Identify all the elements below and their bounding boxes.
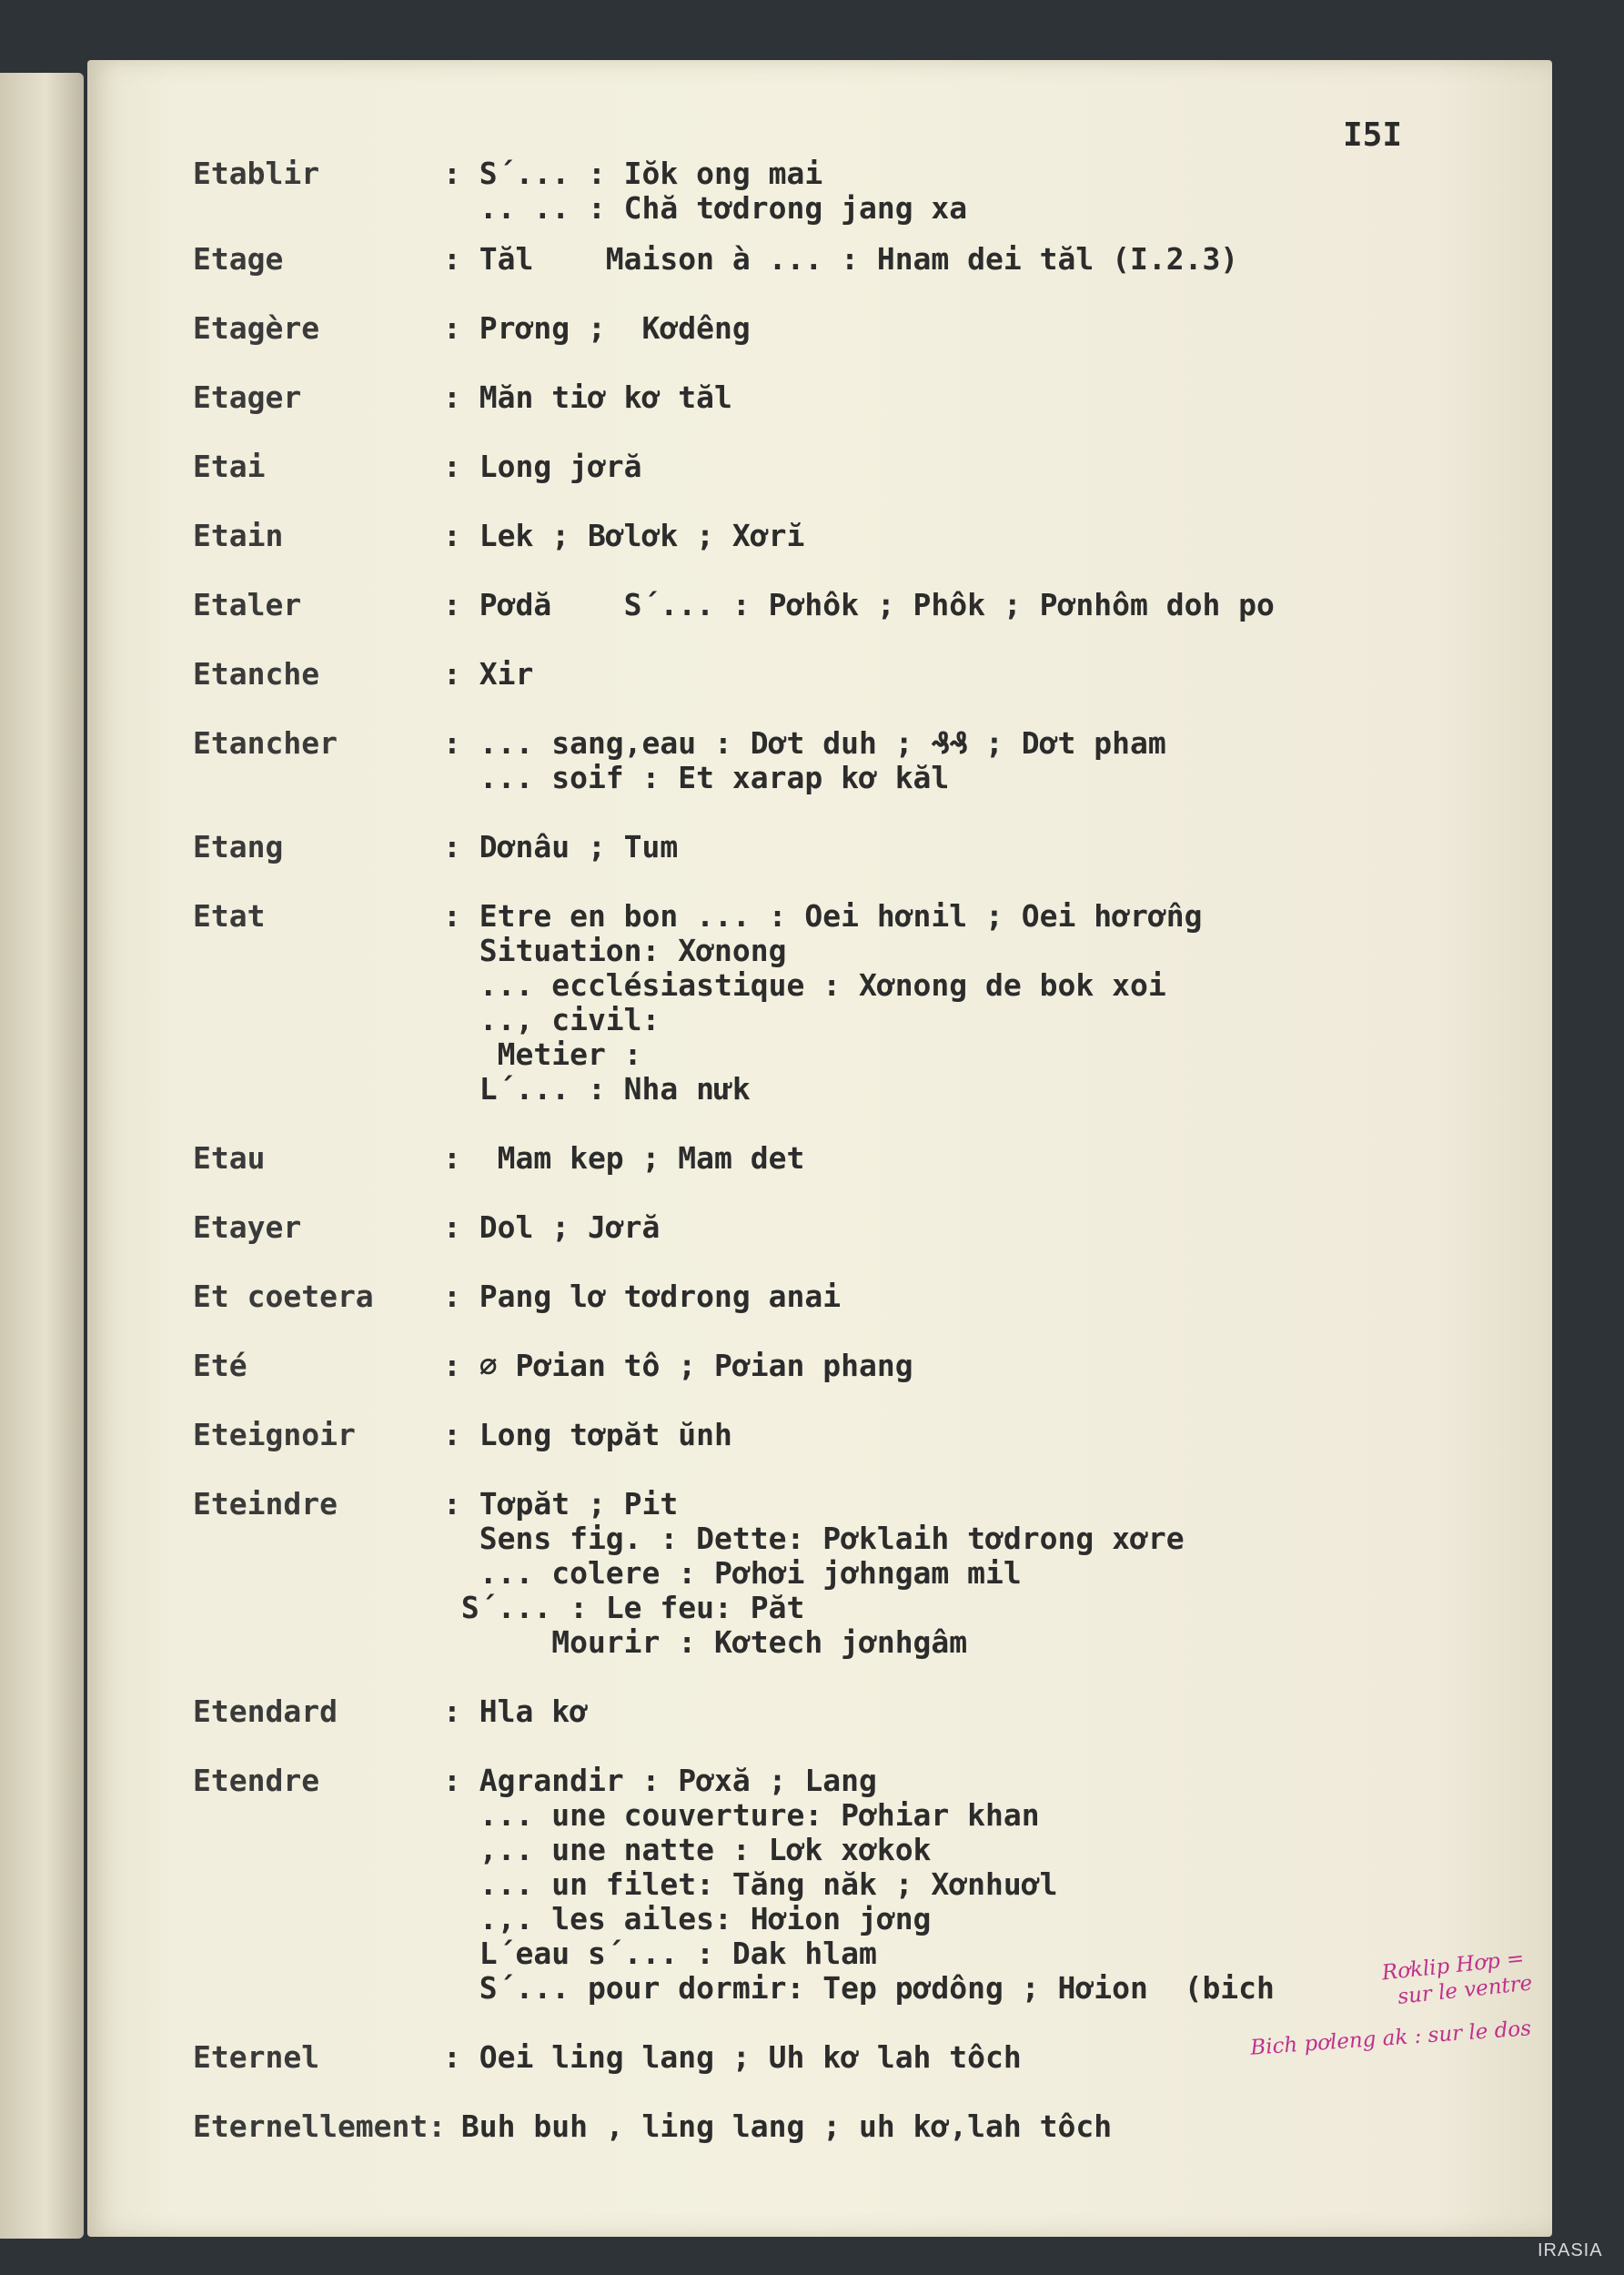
definition-line: : Dơnâu ; Tum [443, 829, 679, 864]
entry-headword: Etagère [193, 310, 320, 346]
definition-line: ... ecclésiastique : Xơnong de bok xoi [443, 967, 1166, 1003]
entry-headword: Etancher [193, 725, 338, 761]
entry-definitions [443, 1279, 1539, 1314]
dictionary-entry [193, 242, 1539, 277]
definition-line: L´... : Nha nưk [443, 1071, 751, 1107]
definition-line: Mourir : Kơtech jơnhgâm [443, 1624, 968, 1660]
entry-headword: Etaler [193, 587, 302, 622]
definition-line: .. .. : Chă tơdrong jang xa [443, 190, 968, 226]
entry-definitions [443, 157, 1539, 226]
dictionary-entry [193, 1694, 1539, 1729]
definition-line: : ... sang,eau : Dơt duh ; ₰₰ ; Dơt pham [443, 725, 1166, 761]
entry-definitions [443, 450, 1539, 484]
entry-definitions [443, 1349, 1539, 1383]
dictionary-entry [193, 450, 1539, 484]
entry-definitions [443, 1764, 1539, 2006]
entry-headword: Etau [193, 1140, 266, 1176]
definition-line: Buh buh , ling lang ; uh kơ,lah tôch [443, 2108, 1113, 2144]
definition-line: : Lek ; Bơlơk ; Xơrĭ [443, 518, 805, 553]
definition-line: .., civil: [443, 1002, 661, 1037]
dictionary-entry [193, 830, 1539, 864]
dictionary-entry [193, 899, 1539, 1107]
dictionary-entry [193, 1764, 1539, 2006]
entry-definitions [443, 242, 1539, 277]
entry-headword: Etanche [193, 656, 320, 692]
definition-line: : Oei ling lang ; Uh kơ lah tôch [443, 2039, 1022, 2075]
definition-line: : Agrandir : Pơxă ; Lang [443, 1763, 877, 1798]
definition-line: : Pang lơ tơdrong anai [443, 1279, 842, 1314]
dictionary-entry [193, 726, 1539, 795]
dictionary-entry [193, 1418, 1539, 1452]
entry-headword: Etage [193, 241, 284, 277]
dictionary-entry [193, 1487, 1539, 1660]
entry-definitions [443, 657, 1539, 692]
entry-headword: Etat [193, 898, 266, 934]
entry-definitions [443, 380, 1539, 415]
dictionary-entry [193, 1210, 1539, 1245]
definition-line: : ∅ Pơian tô ; Pơian phang [443, 1348, 913, 1383]
definition-line: Metier : [443, 1036, 642, 1072]
definition-line: : Mam kep ; Mam det [443, 1140, 805, 1176]
entry-definitions [443, 2109, 1539, 2144]
left-page-edge [0, 73, 84, 2239]
dictionary-entry [193, 657, 1539, 692]
definition-line: Situation: Xơnong [443, 933, 787, 968]
entry-headword: Et coetera [193, 1279, 374, 1314]
dictionary-entry [193, 1279, 1539, 1314]
entry-headword: Eteindre [193, 1486, 338, 1522]
watermark: IRASIA [1538, 2240, 1603, 2260]
definition-line: : S´... : Iŏk ong mai [443, 156, 823, 191]
entry-headword: Etain [193, 518, 284, 553]
entry-definitions [443, 311, 1539, 346]
handwritten-note-2: Bich pơleng ak : sur le dos [1249, 2017, 1532, 2060]
definition-line: : Tơpăt ; Pit [443, 1486, 679, 1522]
entry-definitions [443, 588, 1539, 622]
entry-definitions [443, 1694, 1539, 1729]
dictionary-entries [193, 157, 1539, 2144]
dictionary-entry [193, 380, 1539, 415]
dictionary-entry [193, 588, 1539, 622]
definition-line: : Tăl Maison à ... : Hnam dei tăl (I.2.3) [443, 241, 1239, 277]
entry-headword: Eternellement: [193, 2108, 447, 2144]
entry-definitions [443, 1418, 1539, 1452]
definition-line: : Etre en bon ... : Oei hơnil ; Oei hơrơ̂ng [443, 898, 1203, 934]
entry-headword: Eté [193, 1348, 247, 1383]
definition-line: ... un filet: Tăng năk ; Xơnhuơl [443, 1866, 1058, 1902]
definition-line: ,.. une natte : Lơk xơkok [443, 1832, 932, 1867]
entry-headword: Etendard [193, 1694, 338, 1729]
definition-line: : Xir [443, 656, 534, 692]
dictionary-entry [193, 2109, 1539, 2144]
definition-line: ... une couverture: Pơhiar khan [443, 1797, 1040, 1833]
definition-line: .,. les ailes: Hơion jơng [443, 1901, 932, 1936]
definition-line: ... soif : Et xarap kơ kăl [443, 760, 950, 795]
definition-line: ... colere : Pơhơi jơhngam mil [443, 1555, 1022, 1591]
entry-headword: Etablir [193, 156, 320, 191]
entry-headword: Etager [193, 379, 302, 415]
handwritten-note: Rơklip Hơp = sur le ventre [1380, 1946, 1534, 2011]
definition-line: : Dol ; Jơră [443, 1209, 661, 1245]
entry-headword: Etayer [193, 1209, 302, 1245]
entry-definitions [443, 1210, 1539, 1245]
definition-line: : Prơng ; Kơdêng [443, 310, 751, 346]
entry-definitions [443, 899, 1539, 1107]
definition-line: : Long tơpăt ŭnh [443, 1417, 732, 1452]
entry-definitions [443, 1487, 1539, 1660]
definition-line: : Măn tiơ kơ tăl [443, 379, 732, 415]
entry-definitions [443, 1141, 1539, 1176]
dictionary-entry [193, 1141, 1539, 1176]
dictionary-entry [193, 157, 1539, 226]
entry-headword: Eteignoir [193, 1417, 356, 1452]
entry-definitions [443, 726, 1539, 795]
entry-headword: Etai [193, 449, 266, 484]
entry-headword: Etang [193, 829, 284, 864]
entry-definitions [443, 519, 1539, 553]
definition-line: S´... : Le feu: Păt [443, 1590, 805, 1625]
definition-line: S´... pour dormir: Tep pơdông ; Hơion (bich [443, 1970, 1275, 2006]
page-number: I5I [1343, 116, 1403, 154]
entry-headword: Eternel [193, 2039, 320, 2075]
entry-definitions [443, 830, 1539, 864]
definition-line: Sens fig. : Dette: Pơklaih tơdrong xơre [443, 1521, 1185, 1556]
dictionary-entry [193, 1349, 1539, 1383]
definition-line: : Long jơră [443, 449, 642, 484]
definition-line: : Hla kơ [443, 1694, 588, 1729]
definition-line: : Pơdă S´... : Pơhôk ; Phôk ; Pơnhôm doh po [443, 587, 1275, 622]
dictionary-entry [193, 519, 1539, 553]
dictionary-entry [193, 311, 1539, 346]
entry-headword: Etendre [193, 1763, 320, 1798]
definition-line: L´eau s´... : Dak hlam [443, 1936, 877, 1971]
